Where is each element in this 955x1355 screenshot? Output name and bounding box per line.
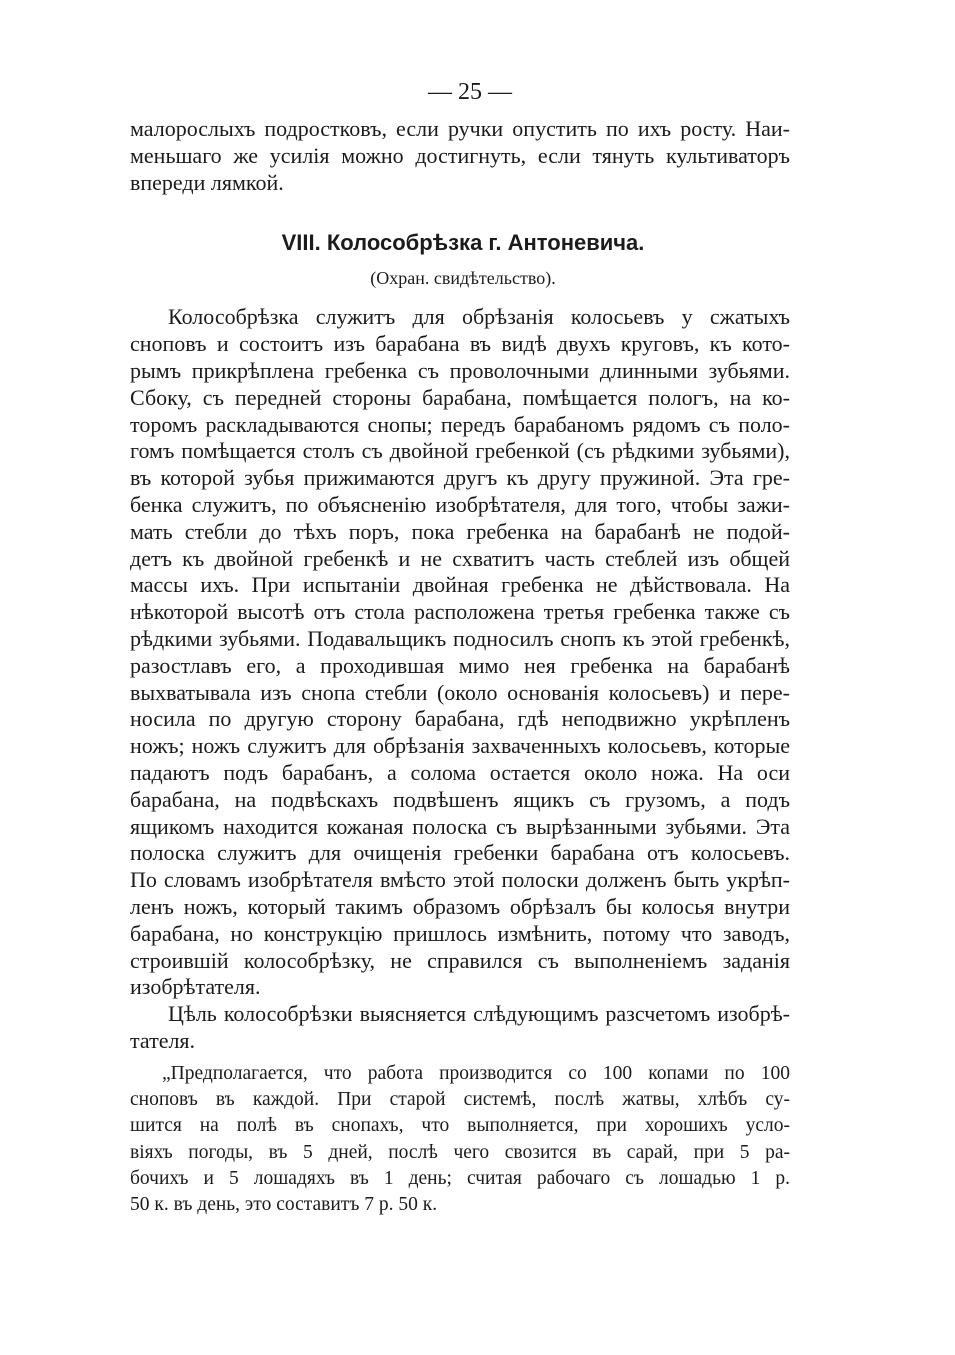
text-line: барабана, но конструкцію пришлось измѣнить, потому что заводъ, xyxy=(130,920,790,946)
text-line: малорослыхъ подростковъ, если ручки опустить по ихъ росту. Наи- xyxy=(130,116,790,141)
text-line: шится на полѣ въ снопахъ, что выполняется, при хорошихъ усло- xyxy=(130,1115,790,1137)
text-line: торомъ раскладываются снопы; передъ барабаномъ рядомъ съ поло- xyxy=(130,411,790,437)
text-line: мать стебли до тѣхъ поръ, пока гребенка на барабанѣ не подой- xyxy=(130,518,790,544)
text-line: сноповъ и состоитъ изъ барабана въ видѣ двухъ круговъ, къ кото- xyxy=(130,331,790,357)
text-line: Цѣль колособрѣзки выясняется слѣдующимъ разсчетомъ изобрѣ- xyxy=(168,1001,790,1027)
section-subheading: (Охран. свидѣтельство). xyxy=(370,268,556,289)
text-line: сноповъ въ каждой. При старой системѣ, послѣ жатвы, хлѣбъ су- xyxy=(130,1089,790,1110)
paragraph-description xyxy=(130,304,790,1001)
text-line: нѣкоторой высотѣ отъ стола расположена третья гребенка также съ xyxy=(130,599,790,625)
text-line: бочихъ и 5 лошадяхъ въ 1 день; считая рабочаго съ лошадью 1 р. xyxy=(130,1167,790,1189)
text-line: носила по другую сторону барабана, гдѣ неподвижно укрѣпленъ xyxy=(130,706,790,732)
text-line: разостлавъ его, а проходившая мимо нея гребенка на барабанѣ xyxy=(130,652,790,678)
text-line: впереди лямкой. xyxy=(130,169,284,195)
text-line: детъ къ двойной гребенкѣ и не схватитъ часть стеблей изъ общей xyxy=(130,545,790,571)
text-line: Колособрѣзка служитъ для обрѣзанія колосьевъ у сжатыхъ xyxy=(168,304,790,330)
text-line: меньшаго же усилія можно достигнуть, если тянуть культиваторъ xyxy=(130,142,790,168)
text-line: По словамъ изобрѣтателя вмѣсто этой полоски долженъ быть укрѣп- xyxy=(130,867,790,893)
text-line: въ которой зубья прижимаются другъ къ другу пружиной. Эта гре- xyxy=(130,465,790,491)
text-line: массы ихъ. При испытаніи двойная гребенка не дѣйствовала. На xyxy=(130,572,790,598)
paragraph-purpose xyxy=(130,1001,790,1055)
text-line: 50 к. въ день, это составитъ 7 р. 50 к. xyxy=(130,1194,438,1216)
text-line: віяхъ погоды, въ 5 дней, послѣ чего свозится въ сарай, при 5 ра- xyxy=(130,1141,790,1163)
text-line: гомъ помѣщается столъ съ двойной гребенкой (съ рѣдкими зубьями), xyxy=(130,438,790,464)
intro-paragraph xyxy=(130,116,790,196)
text-line: полоска служитъ для очищенія гребенки барабана отъ колосьевъ. xyxy=(130,840,790,866)
quoted-calculation xyxy=(130,1061,790,1219)
text-line: ленъ ножъ, который такимъ образомъ обрѣзалъ бы колосья внутри xyxy=(130,893,790,919)
text-line: строившій колособрѣзку, не справился съ выполненіемъ заданія xyxy=(130,947,790,973)
document-page xyxy=(130,78,790,1218)
text-line: рымъ прикрѣплена гребенка съ проволочными длинными зубьями. xyxy=(130,357,790,383)
text-line: падаютъ подъ барабанъ, а солома остается около ножа. На оси xyxy=(130,759,790,785)
text-line: рѣдкими зубьями. Подавальщикъ подносилъ снопъ къ этой гребенкѣ, xyxy=(130,625,790,651)
text-line: выхватывала изъ снопа стебли (около основанія колосьевъ) и пере- xyxy=(130,679,790,705)
text-line: барабана, на подвѣскахъ подвѣшенъ ящикъ съ грузомъ, а подъ xyxy=(130,786,790,812)
text-line: ящикомъ находится кожаная полоска съ вырѣзанными зубьями. Эта xyxy=(130,813,790,839)
section-heading: VIII. Колособрѣзка г. Антоневича. xyxy=(281,230,645,256)
page-number: — 25 — xyxy=(428,79,512,105)
text-line: тателя. xyxy=(130,1027,196,1053)
text-line: бенка служитъ, по объясненію изобрѣтателя, для того, чтобы зажи- xyxy=(130,491,790,517)
text-line: ножъ; ножъ служитъ для обрѣзанія захваченныхъ колосьевъ, которые xyxy=(130,733,790,759)
text-line: изобрѣтателя. xyxy=(130,974,261,1000)
text-line: „Предполагается, что работа производится со 100 копами по 100 xyxy=(162,1062,790,1084)
text-line: Сбоку, съ передней стороны барабана, помѣщается пологъ, на ко- xyxy=(130,384,790,410)
